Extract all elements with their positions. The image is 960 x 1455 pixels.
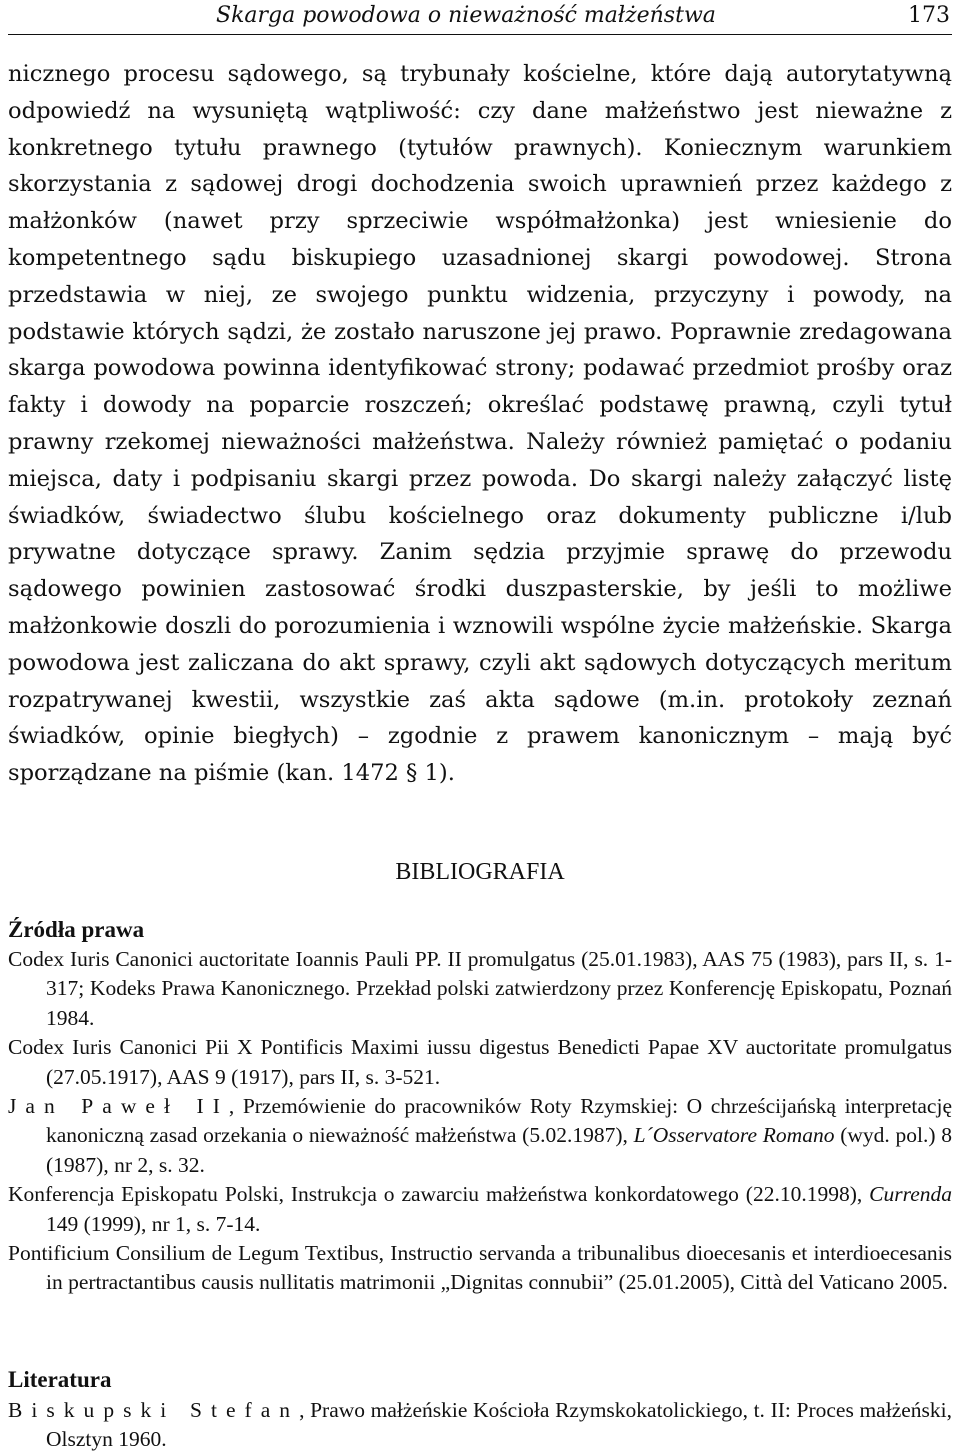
bib-entry-details: 149 (1999), nr 1, s. 7-14. — [46, 1211, 261, 1236]
running-title: Skarga powodowa o nieważność małżeństwa — [216, 3, 716, 28]
bib-entry-title: , Przemówienie do pracowników Roty Rzymskiej: O chrześcijańską interpretację kanoniczną zasad orzekania o nieważność małżeństwa (5.02.1987), — [46, 1094, 952, 1148]
bib-entry-jan-pawel — [8, 1092, 952, 1180]
bib-entry-dignitas — [8, 1239, 952, 1298]
bib-entry-author: Jan Paweł II — [8, 1094, 229, 1119]
bib-entry-journal: Currenda — [869, 1182, 952, 1207]
bib-entry-cic-1917 — [8, 1033, 952, 1092]
bib-entry-title: Konferencja Episkopatu Polski, Instrukcja o zawarciu małżeństwa konkordatowego (22.10.1998), — [8, 1182, 870, 1207]
bibliography-heading: BIBLIOGRAFIA — [395, 859, 565, 885]
bib-entry-text: Codex Iuris Canonici Pii X Pontificis Maximi iussu digestus Benedicti Papae XV auctoritate promulgatus (27.05.1917), AAS 9 (1917), pars II, s. 3-521. — [8, 1035, 952, 1089]
sources-list — [8, 945, 952, 1298]
bib-entry-cic-1983 — [8, 945, 952, 1033]
sources-label: Źródła prawa — [8, 917, 145, 942]
bib-entry-biskupski — [8, 1396, 952, 1455]
bib-entry-author: Biskupski Stefan — [8, 1398, 300, 1422]
running-header — [8, 0, 952, 35]
bib-entry-details: , Prawo małżeńskie Kościoła Rzymskokatolickiego, t. II: Proces małżeński, Olsztyn 1960. — [46, 1398, 952, 1452]
page-number: 173 — [908, 3, 950, 28]
literature-label: Literatura — [8, 1367, 112, 1392]
literature-list — [8, 1396, 952, 1455]
bib-entry-journal: L´Osservatore Romano — [633, 1123, 835, 1148]
body-paragraph: nicznego procesu sądowego, są trybunały kościelne, które dają autorytatywną odpowiedź na wysuniętą wątpliwość: czy dane małżeństwo jest nieważne z konkretnego tytułu prawnego (tytułów prawnych). Koniecznym warunkiem skorzystania z sądowej drogi dochodzenia swoich uprawnień przez każdego z małżonków (nawet przy sprzeciwie współmałżonka) jest wniesienie do kompetentnego sądu biskupiego uzasadnionej skargi powodowej. Strona przedstawia w niej, ze swojego punktu widzenia, przyczyny i powody, na podstawie których sądzi, że zostało naruszone jej prawo. Poprawnie zredagowana skarga powodowa powinna identyfikować strony; podawać przedmiot prośby oraz fakty i dowody na poparcie roszczeń; określać podstawę prawną, czyli tytuł prawny rzekomej nieważności małżeństwa. Należy również pamiętać o podaniu miejsca, daty i podpisaniu skargi przez powoda. Do skargi należy załączyć listę świadków, świadectwo ślubu kościelnego oraz dokumenty publiczne i/lub prywatne dotyczące sprawy. Zanim sędzia przyjmie sprawę do przewodu sądowego powinien zastosować środki duszpasterskie, by jeśli to możliwe małżonkowie doszli do porozumienia i wznowili wspólne życie małżeńskie. Skarga powodowa jest zaliczana do akt sprawy, czyli akt sądowych dotyczących meritum rozpatrywanej kwestii, wszystkie zaś akta sądowe (m.in. protokoły zeznań świadków, opinie biegłych) – zgodnie z prawem kanonicznym – mają być sporządzane na piśmie (kan. 1472 § 1). — [8, 61, 952, 787]
bib-entry-text: Codex Iuris Canonici auctoritate Ioannis Pauli PP. II promulgatus (25.01.1983), AAS 75 (1983), pars II, s. 1-317; Kodeks Prawa Kanonicznego. Przekład polski zatwierdzony przez Konferencję Episkopatu, Poznań 1984. — [8, 947, 952, 1030]
bib-entry-kep — [8, 1180, 952, 1239]
bib-entry-details: (wyd. pol.) 8 (1987), nr 2, s. 32. — [46, 1123, 953, 1177]
bib-entry-text: Pontificium Consilium de Legum Textibus, Instructio servanda a tribunalibus dioecesanis et interdioecesanis in pertractantibus causis nullitatis matrimonii „Dignitas connubii” (25.01.2005), Città del Vaticano 2005. — [8, 1241, 952, 1295]
